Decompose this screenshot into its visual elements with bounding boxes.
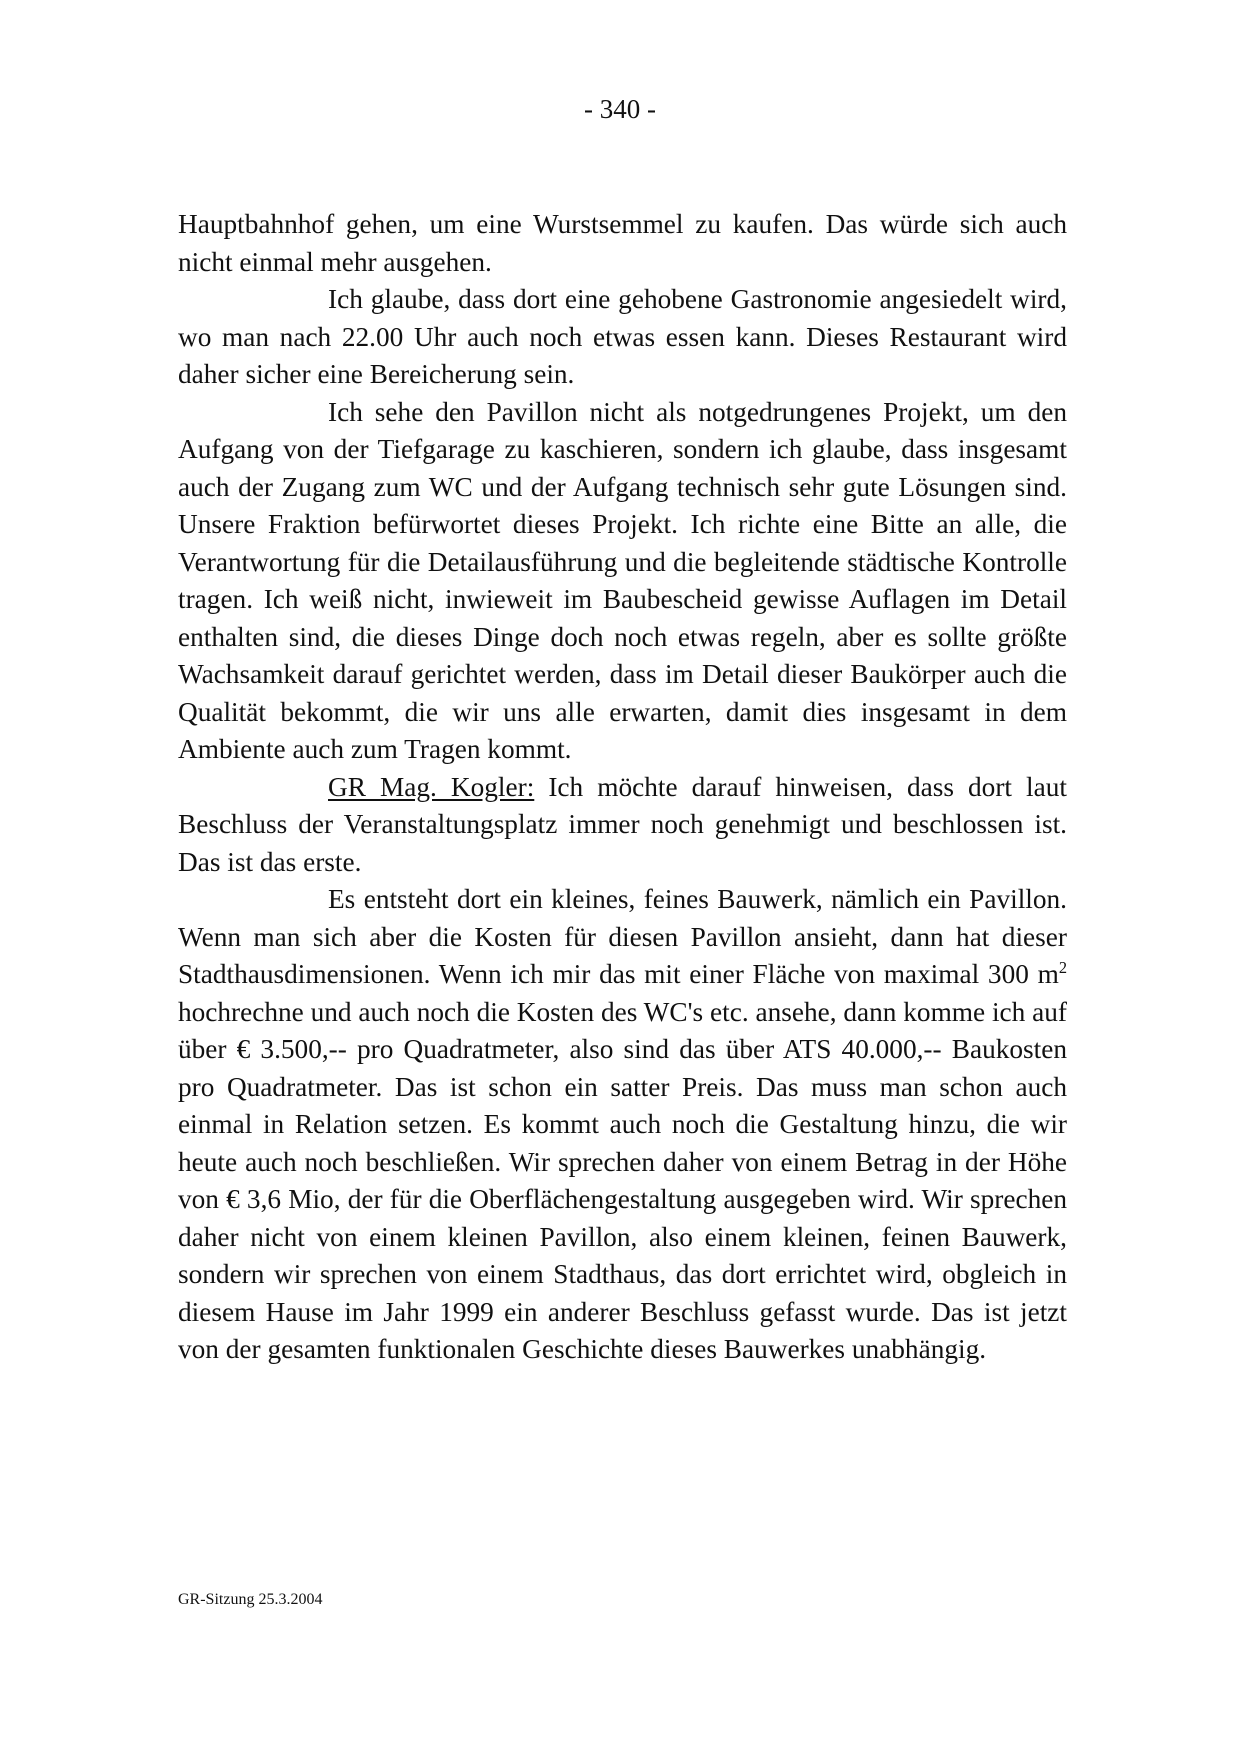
paragraph-1: Hauptbahnhof gehen, um eine Wurstsemmel zu kaufen. Das würde sich auch nicht einmal mehr ausgehen.	[178, 209, 1067, 277]
footer-session-date: GR-Sitzung 25.3.2004	[178, 1591, 323, 1608]
paragraph-5-text-end: hochrechne und auch noch die Kosten des WC's etc. ansehe, dann komme ich auf über € 3.500,-- pro Quadratmeter, also sind das über ATS 40.000,-- Baukosten pro Quadratmeter. Das ist schon ein satter Preis. Das muss man schon auch einmal in Relation setzen. Es kommt auch noch die Gestaltung hinzu, die wir heute auch noch beschließen. Wir sprechen daher von einem Betrag in der Höhe von € 3,6 Mio, der für die Oberflächengestaltung ausgegeben wird. Wir sprechen daher nicht von einem kleinen Pavillon, also einem kleinen, feinen Bauwerk, sondern wir sprechen von einem Stadthaus, das dort errichtet wird, obgleich in diesem Hause im Jahr 1999 ein anderer Beschluss gefasst wurde. Das ist jetzt von der gesamten funktionalen Geschichte dieses Bauwerkes unabhängig.	[178, 996, 1068, 1364]
paragraph-3: Ich sehe den Pavillon nicht als notgedrungenes Projekt, um den Aufgang von der Tiefgarage zu kaschieren, sondern ich glaube, dass insgesamt auch der Zugang zum WC und der Aufgang technisch sehr gute Lösungen sind. Unsere Fraktion befürwortet dieses Projekt. Ich richte eine Bitte an alle, die Verantwortung für die Detailausführung und die begleitende städtische Kontrolle tragen. Ich weiß nicht, inwieweit im Baubescheid gewisse Auflagen im Detail enthalten sind, die dieses Dinge doch noch etwas regeln, aber es sollte größte Wachsamkeit darauf gerichtet werden, dass im Detail dieser Baukörper auch die Qualität bekommt, die wir uns alle erwarten, damit dies insgesamt in dem Ambiente auch zum Tragen kommt.	[178, 396, 1067, 764]
speaker-name: GR Mag. Kogler:	[328, 771, 535, 802]
page-number: - 340 -	[584, 94, 656, 124]
paragraph-4-text: Ich möchte darauf hinweisen, dass dort laut Beschluss der Veranstaltungsplatz immer noch genehmigt und beschlossen ist. Das ist das erste.	[178, 771, 1067, 877]
paragraph-5	[178, 881, 1067, 1369]
paragraph-5-text-start: Es entsteht dort ein kleines, feines Bauwerk, nämlich ein Pavillon. Wenn man sich aber die Kosten für diesen Pavillon ansieht, dann hat dieser Stadthausdimensionen. Wenn ich mir das mit einer Fläche von maximal 300 m	[178, 884, 1067, 989]
paragraph-2: Ich glaube, dass dort eine gehobene Gastronomie angesiedelt wird, wo man nach 22.00 Uhr auch noch etwas essen kann. Dieses Restaurant wird daher sicher eine Bereicherung sein.	[178, 284, 1067, 389]
body-text	[178, 206, 1067, 1369]
superscript-exponent: 2	[1058, 957, 1067, 977]
paragraph-4	[178, 769, 1067, 882]
